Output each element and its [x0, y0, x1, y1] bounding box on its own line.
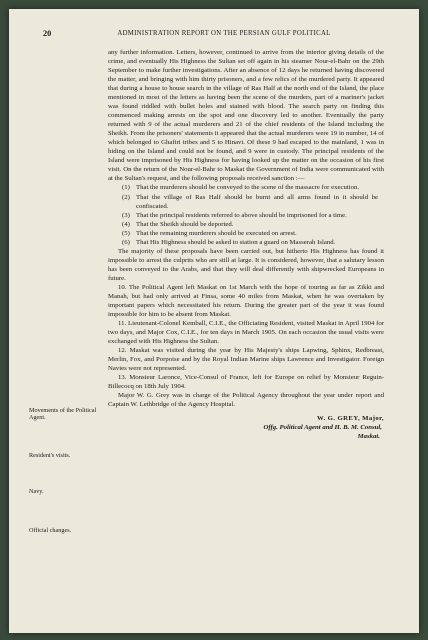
- signature-place: Maskat.: [357, 433, 380, 441]
- signature-title: Offg. Political Agent and H. B. M. Consul,: [263, 424, 382, 432]
- proposal-item: (6) That His Highness should be asked to station a guard on Masserah Island.: [122, 238, 336, 246]
- signature-name: W. G. GREY, Major,: [316, 415, 384, 423]
- running-header: [9, 29, 419, 41]
- proposal-item: (1) That the murderers should be conveyed to the scene of the massacre for execution.: [122, 184, 360, 192]
- side-note-residents: Resident's visits.: [29, 452, 71, 459]
- signature-block: [108, 414, 384, 441]
- side-note-official: Official changes.: [29, 527, 72, 534]
- side-note-movements: Movements of the Political Agent.: [29, 407, 97, 422]
- paragraph-movements: 10. The Political Agent left Maskat on 1st March with the hope of touring as far as Zikki and Manah, but had only arrived at Finsa, some 40 miles from Maskat, when he was overtaken by important papers which necessitated his return. During the greater part of the year it was found impossible for him to be absent from Maskat.: [108, 283, 384, 318]
- document-page: [9, 9, 419, 633]
- running-title: ADMINISTRATION REPORT ON THE PERSIAN GULF POLITICAL: [117, 30, 331, 37]
- paragraph-official-changes: 13. Monsieur Laronce, Vice-Consul of France, left for Europe on relief by Monsieur Reguin-Billecocq on 18th July 1904.: [108, 374, 384, 391]
- proposal-item: (4) That the Sheikh should be deported.: [122, 220, 234, 228]
- paragraph-residents-visits: 11. Lieutenant-Colonel Kemball, C.I.E., the Officiating Resident, visited Maskat in April 1904 for two days, and Major Cox, C.I.E., for ten days in March 1905. On each occasion the usual visits were exchanged with His Highness the Sultan.: [108, 319, 384, 345]
- proposal-item: (5) That the remaining murderers should be executed on arrest.: [122, 229, 297, 237]
- paragraph-investigation: any further information. Letters, however, continued to arrive from the interior giving details of the crime, and eventually His Highness the Sultan set off again in his steamer Nour-el-Bahr on the 29th September to make further investigations. After an absence of 12 days he returned having discovered the matter, and bringing with him thirty prisoners, and a few relics of the murdered party. It appeared that during a house to house search in the village of Ras Half at the north end of the Island, the place mentioned in most of the letters as having been the scene of the murders, part of a mariner's jacket was found riddled with bullet holes and stained with blood. The search party on finding this commenced making arrests on the spot and one discovery led to another. Eventually the party returned with 9 of the actual murderers and 21 of the chief residents of the Island including the Sheikh. From the prisoners' statements it appeared that the actual murderers were 19 in number, 14 of which belonged to Ghafiri tribes and 5 to Hinavi. Of these 9 had escaped to the mainland, 1 was in hiding on the Island and could not be found, and 9 were in custody. The principal residents of the Island were imprisoned by His Highness for having looked up the matter on the occasion of his first visit. On the return of the Nour-el-Bahr to Maskat the Government of India were communicated with at the Sultan's request, and the following proposals received sanction :—: [108, 49, 384, 183]
- proposal-item: (3) That the principal residents referred to above should be imprisoned for a time.: [122, 211, 347, 219]
- side-note-navy: Navy.: [29, 488, 44, 495]
- paragraph-agency-staff: Major W. G. Grey was in charge of the Political Agency throughout the year under report and Captain W. Lethbridge of the Agency Hospital.: [108, 392, 384, 409]
- paragraph-outcome: The majority of these proposals have been carried out, but hitherto His Highness has found it impossible to arrest the culprits who are still at large. It is considered, however, that a salutary lesson has been conveyed to the Arabs, and that they will deal differently with shipwrecked Europeans in future.: [108, 247, 384, 282]
- report-body: [108, 48, 384, 441]
- proposal-item: (2) That the village of Ras Half should be burnt and all arms found in it should be confiscated.: [122, 193, 378, 210]
- page-number: 20: [43, 29, 52, 38]
- paragraph-navy: 12. Maskat was visited during the year by His Majesty's ships Lapwing, Sphinx, Redbreast, Merlin, Fox, and Porpoise and by the Royal Indian Marine ships Lawrence and Investigator. Foreign Navies were not represented.: [108, 347, 384, 373]
